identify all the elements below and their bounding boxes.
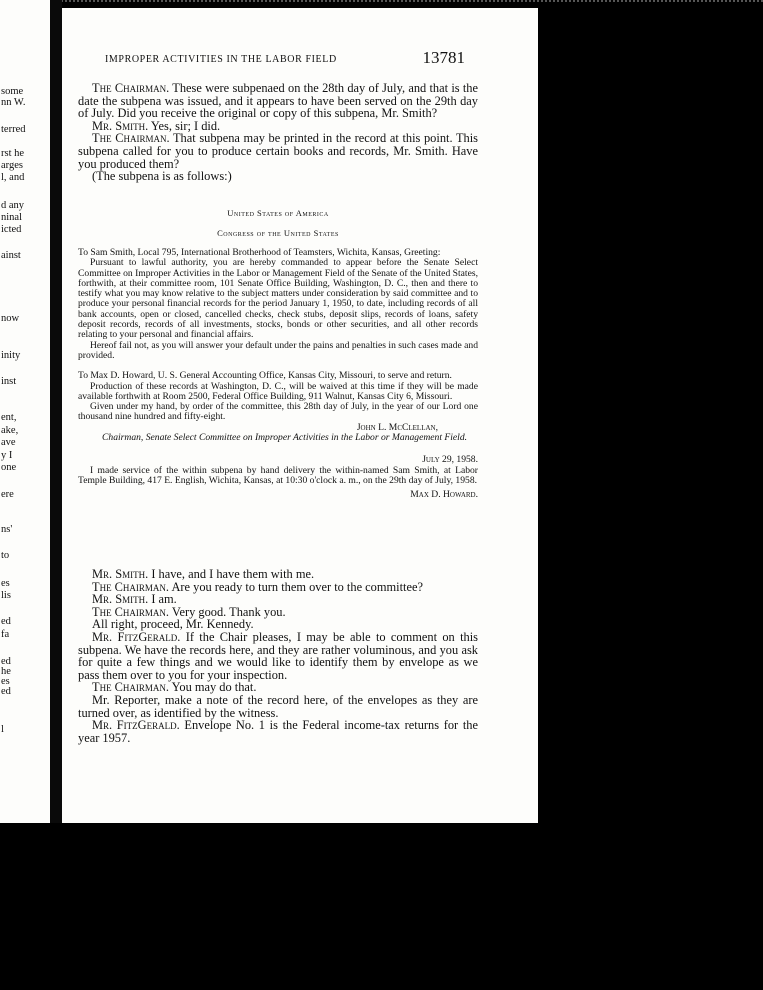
fragment: some: [1, 86, 24, 97]
subpena-server: To Max D. Howard, U. S. General Accounting Office, Kansas City, Missouri, to serve and return.: [78, 370, 452, 382]
fragment: ed: [1, 616, 11, 627]
subpena-given: Given under my hand, by order of the committee, this 28th day of July, in the year of our Lord one thousand nine hundred and fifty-eight.: [78, 401, 478, 423]
fragment: one: [1, 462, 17, 473]
subpena-signer: John L. McClellan,: [356, 421, 438, 433]
speech: Are you ready to turn them over to the committee?: [171, 579, 423, 594]
speaker: The Chairman.: [92, 579, 170, 594]
fragment: l, and: [1, 172, 25, 183]
speech: I am.: [151, 592, 177, 607]
fragment: ed: [1, 686, 11, 697]
fragment: now: [1, 313, 20, 324]
subpena-heading: United States of America: [227, 208, 329, 218]
subpena-penalty: Hereof fail not, as you will answer your default under the pains and penalties in such cases made and provided.: [78, 339, 478, 361]
subpena-command: Pursuant to lawful authority, you are hereby commanded to appear before the Senate Select Committee on Improper Activities in the Labor or Management Field of the Senate of the United States, forthwith, at their committee room, 101 Senate Office Building, Washington, D. C., then and there to testify what you may know relative to the subject matters under consideration by said committee and to produce your personal financial records for the period January 1, 1950, to date, including records of all bank accounts, open or closed, cancelled checks, check stubs, deposit slips, records of loans, safety deposit records, records of all investments, stocks, bonds or other securities, and all other records relating to your personal and financial affairs.: [78, 257, 478, 341]
fragment: ainst: [1, 250, 21, 261]
fragment: d any: [1, 200, 25, 211]
speaker: The Chairman.: [92, 680, 170, 695]
fragment: ere: [1, 489, 14, 500]
running-header: [105, 48, 465, 70]
fragment: y I: [1, 450, 13, 461]
speech: All right, proceed, Mr. Kennedy.: [92, 617, 254, 632]
speech: That subpena may be printed in the record at this point. This subpena called for you to produce certain books and records, Mr. Smith. Have you produced them?: [78, 131, 478, 171]
subpena-subheading: Congress of the United States: [217, 228, 339, 238]
speaker: Mr. Smith.: [92, 567, 149, 581]
speech: Envelope No. 1 is the Federal income-tax returns for the year 1957.: [78, 718, 478, 745]
speech: You may do that.: [171, 680, 257, 695]
speech: Very good. Thank you.: [171, 604, 286, 619]
fragment: ed: [1, 656, 11, 667]
subpena-addressee: To Sam Smith, Local 795, International Brotherhood of Teamsters, Wichita, Kansas, Greeting:: [78, 247, 441, 258]
speaker: The Chairman.: [92, 131, 170, 146]
fragment: terred: [1, 124, 26, 135]
speaker: The Chairman.: [92, 81, 170, 95]
speaker: Mr. Smith.: [92, 592, 149, 607]
fragment: inity: [1, 350, 21, 361]
closing-testimony: [78, 568, 478, 744]
fragment: ent,: [1, 412, 17, 423]
fragment: he: [1, 666, 11, 677]
fragment: inst: [1, 376, 17, 387]
fragment: fa: [1, 629, 10, 640]
fragment: ake,: [1, 425, 19, 436]
speech: If the Chair pleases, I may be able to comment on this subpena. We have the records here, and they are rather voluminous, and you ask for quite a few things and we would like to identify them by envelope as we pass them over to you for your inspection.: [78, 629, 478, 682]
speaker: Mr. Smith.: [92, 118, 149, 133]
header-title: IMPROPER ACTIVITIES IN THE LABOR FIELD: [105, 54, 337, 65]
book-gutter: [50, 0, 62, 823]
subpena-waiver: Production of these records at Washington, D. C., will be waived at this time if they will be made available forthwith at Room 2500, Federal Office Building, 911 Walnut, Kansas City 6, Missouri.: [78, 380, 478, 402]
fragment: l: [1, 724, 4, 735]
subpena: [78, 208, 478, 501]
fragment: nn W.: [1, 97, 26, 108]
speech: (The subpena is as follows:): [92, 169, 232, 184]
return-signer: Max D. Howard.: [410, 489, 478, 501]
fragment: arges: [1, 160, 23, 171]
return-text: I made service of the within subpena by hand delivery the within-named Sam Smith, at Labor Temple Building, 417 E. English, Wichita, Kansas, at 10:30 o'clock a. m., on the 29th day of July, 1958.: [78, 464, 478, 486]
speech: Yes, sir; I did.: [150, 118, 221, 133]
fragment: to: [1, 550, 10, 561]
fragment: es: [1, 578, 10, 589]
scan-edge: [0, 0, 763, 6]
speech: I have, and I have them with me.: [151, 567, 315, 581]
speaker: Mr. FitzGerald.: [92, 629, 181, 644]
speaker: Mr. FitzGerald.: [92, 718, 180, 733]
paragraph: [78, 631, 478, 681]
fragment: ninal: [1, 212, 22, 223]
paragraph: [78, 132, 478, 170]
fragment: ave: [1, 437, 16, 448]
paragraph: [78, 82, 478, 120]
return-date: July 29, 1958.: [422, 454, 478, 466]
previous-page-edge: [0, 0, 50, 823]
speech: These were subpenaed on the 28th day of July, and that is the date the subpena was issued, and it appears to have been served on the 29th day of July. Did you receive the original or copy of this subpena, Mr. Smith?: [78, 81, 479, 121]
paragraph: [78, 170, 478, 183]
fragment: icted: [1, 224, 22, 235]
fragment: rst he: [1, 148, 25, 159]
opening-testimony: [78, 82, 478, 183]
fragment: ns': [1, 524, 13, 535]
fragment: lis: [1, 590, 11, 601]
paragraph: [78, 694, 478, 719]
page-number: 13781: [422, 48, 465, 67]
speech: Mr. Reporter, make a note of the record here, of the envelopes as they are turned over, as identified by the witness.: [78, 692, 478, 720]
paragraph: [78, 719, 478, 744]
subpena-signer-title: Chairman, Senate Select Committee on Improper Activities in the Labor or Management Field.: [102, 432, 468, 444]
fragment: es: [1, 676, 10, 687]
speaker: The Chairman.: [92, 604, 170, 619]
